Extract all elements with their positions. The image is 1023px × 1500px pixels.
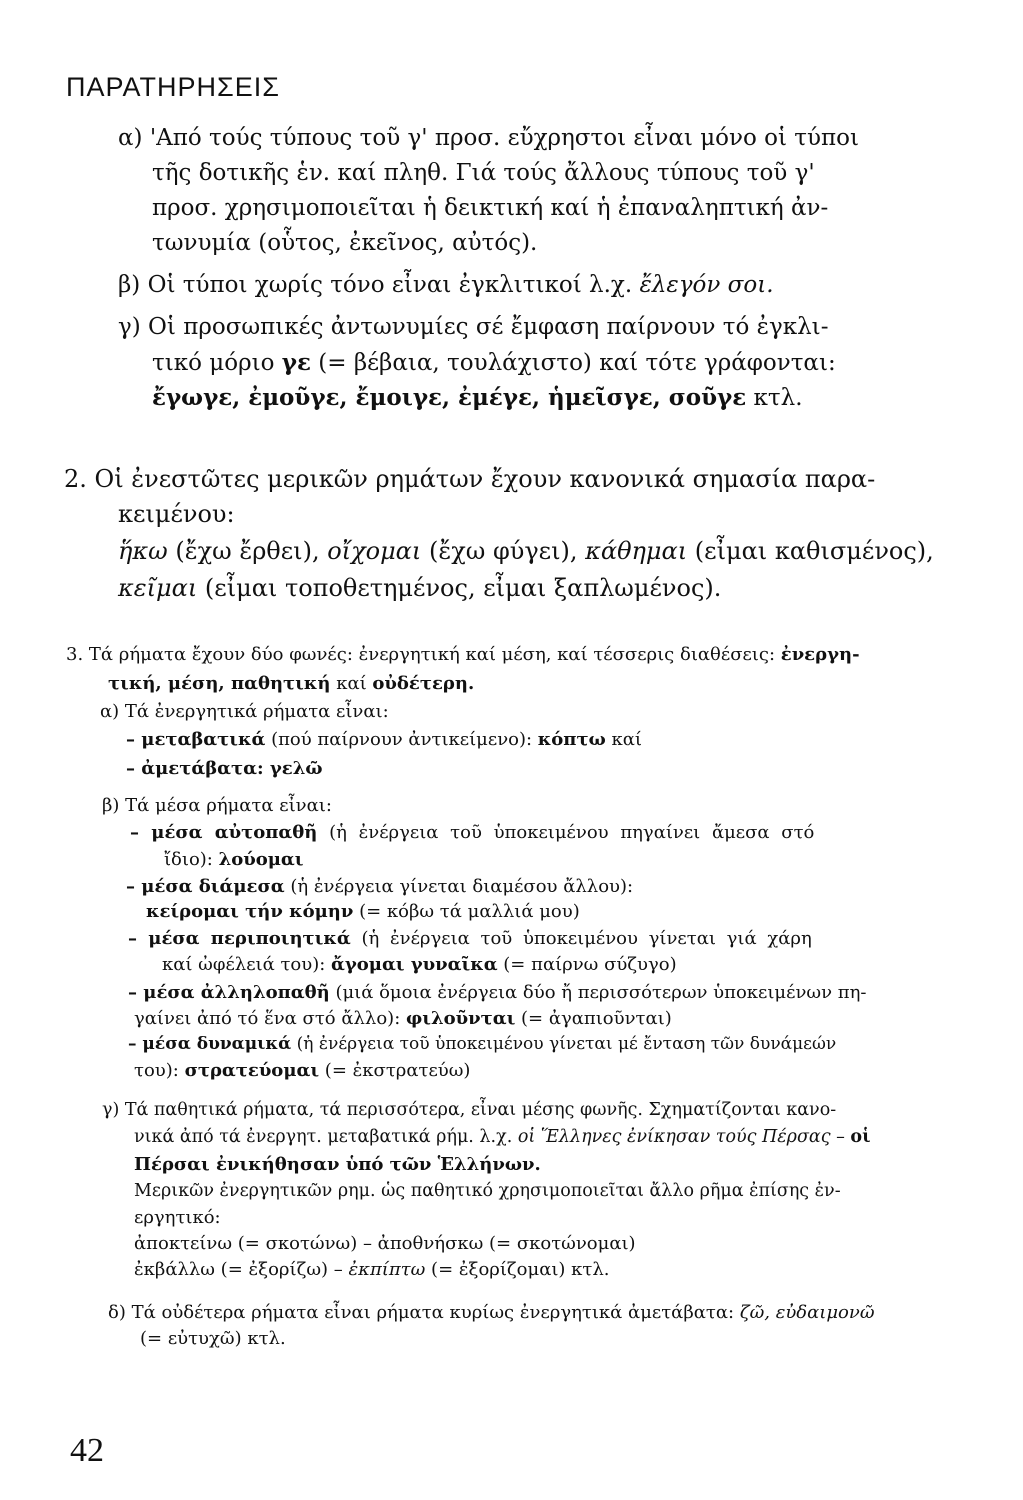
s3c-line3: [134, 1154, 541, 1175]
s3c-line4: Μερικῶν ἐνεργητικῶν ρημ. ὡς παθητικό χρησιμοποιεῖται ἄλλο ρῆμα ἐπίσης ἐν-: [134, 1181, 841, 1201]
s1c-line2-bold: γε: [281, 349, 311, 376]
s2-ex4: κεῖμαι: [118, 574, 198, 602]
s3b-i1-txt2: ἴδιο):: [164, 849, 213, 870]
s3a-item1-end: καί: [611, 729, 642, 750]
s2-ex3: κάθημαι: [585, 537, 688, 565]
s3a-item1-bold: – μεταβατικά: [126, 729, 266, 750]
s3b-i5-line1: [128, 1034, 836, 1054]
s2-ex1-txt: (ἔχω ἔρθει),: [175, 537, 320, 565]
s3c-line7: [134, 1259, 610, 1280]
s1c-line3-bold: ἔγωγε, ἐμοῦγε, ἔμοιγε, ἐμέγε, ἡμεῖσγε, σοῦγε: [152, 384, 747, 411]
s3c-line1: [102, 1100, 836, 1120]
s3c-line2-it: οἱ Ἕλληνες ἐνίκησαν τούς Πέρσας: [517, 1127, 831, 1147]
s2-text1: Οἱ ἐνεστῶτες μερικῶν ρημάτων ἔχουν κανονικά σημασία παρα-: [94, 465, 876, 493]
s3-number: 3.: [66, 644, 84, 665]
s2-line4: [118, 574, 721, 602]
s3d-marker: δ): [108, 1302, 126, 1323]
s3c-line2-dash: –: [836, 1127, 845, 1147]
s1c-line2: [152, 349, 836, 376]
s3b-i4-txt: (μιά ὅμοια ἐνέργεια δύο ἤ περισσότερων ὑποκειμένων πη-: [335, 982, 867, 1003]
s1c-line2-post: (= βέβαια, τουλάχιστο) καί τότε γράφονται:: [318, 350, 836, 376]
s3b-i4-line1: [128, 982, 866, 1003]
s3b-i2-bold: – μέσα διάμεσα: [126, 876, 285, 897]
s3-line1: [66, 644, 860, 665]
s1a-line1: [118, 125, 859, 151]
s2-ex2: οἴχομαι: [327, 537, 422, 565]
s3b-i1-bold: – μέσα αὐτοπαθῆ: [130, 822, 318, 843]
s3b-i5-txt: (ἡ ἐνέργεια τοῦ ὑποκειμένου γίνεται μέ ἔνταση τῶν δυνάμεών: [296, 1034, 837, 1054]
s3c-line7-it: ἐκπίπτω: [348, 1259, 426, 1280]
s3b-i2-line2: [146, 901, 580, 922]
s3a-item2: [126, 758, 322, 779]
s3d-line1: [108, 1302, 875, 1323]
s3b-i3-bold: – μέσα περιποιητικά: [128, 928, 351, 949]
s1c-line1: [118, 314, 828, 340]
s1a-text1: 'Από τούς τύπους τοῦ γ' προσ. εὔχρηστοι εἶναι μόνο οἱ τύποι: [149, 125, 859, 151]
s3a-item1-txt: (πού παίρνουν ἀντικείμενο):: [271, 729, 533, 750]
s3-line2-mid: καί: [336, 673, 367, 694]
s3b-i3-txt2: καί ὠφέλειά του):: [162, 954, 326, 975]
s3b-i5-txt2: του):: [134, 1060, 179, 1081]
s3b-i2-line1: [126, 876, 633, 897]
s2-ex3-txt: (εἶμαι καθισμένος),: [694, 537, 934, 565]
s2-ex1: ἥκω: [118, 537, 168, 565]
s3-line2-bold2: οὐδέτερη.: [372, 673, 475, 694]
s2-ex2-txt: (ἔχω φύγει),: [428, 537, 578, 565]
s3c-line6: ἀποκτείνω (= σκοτώνω) – ἀποθνήσκω (= σκοτώνομαι): [134, 1233, 636, 1254]
s3-line2: [108, 673, 474, 694]
s3b-i2-ex: κείρομαι τήν κόμην: [146, 901, 354, 922]
s3c-marker: γ): [102, 1100, 120, 1120]
s1a-marker: α): [118, 125, 143, 151]
s3b-marker: β): [102, 795, 120, 816]
s3a-intro: [100, 701, 389, 722]
s3b-i3-line1: [128, 928, 812, 949]
s3b-i1-line1: [130, 822, 814, 843]
s3c-text1: Τά παθητικά ρήματα, τά περισσότερα, εἶναι μέσης φωνῆς. Σχηματίζονται κανο-: [124, 1100, 837, 1120]
s3a-item2-bold: – ἀμετάβατα: γελῶ: [126, 758, 323, 779]
s3b-i5-ex: στρατεύομαι: [184, 1060, 320, 1081]
s3d-line1-it: ζῶ, εὐδαιμονῶ: [739, 1302, 875, 1323]
s3-line2-bold: τική, μέση, παθητική: [108, 673, 331, 694]
s3b-i4-line2: [134, 1008, 672, 1029]
s2-number: 2.: [64, 465, 87, 493]
page-number: 42: [70, 1432, 104, 1469]
s1a-line2: τῆς δοτικῆς ἑν. καί πληθ. Γιά τούς ἄλλους τύπους τοῦ γ': [152, 160, 815, 186]
s3b-i1-txt: (ἡ ἐνέργεια τοῦ ὑποκειμένου πηγαίνει ἄμεσα στό: [329, 822, 815, 843]
s3b-i4-bold: – μέσα ἀλληλοπαθῆ: [128, 982, 330, 1003]
s3b-i3-ex: ἄγομαι γυναῖκα: [331, 954, 498, 975]
s3b-i5-bold: – μέσα δυναμικά: [128, 1034, 292, 1054]
s1b-example: ἔλεγόν σοι.: [639, 272, 774, 298]
s3b-i3-line2: [162, 954, 677, 975]
s1c-line2-pre: τικό μόριο: [152, 350, 275, 376]
s3c-line3-bold: Πέρσαι ἐνικήθησαν ὑπό τῶν Ἑλλήνων.: [134, 1154, 541, 1175]
s3a-item1-ex: κόπτω: [537, 729, 606, 750]
s2-ex4-txt: (εἶμαι τοποθετημένος, εἶμαι ξαπλωμένος).: [204, 574, 722, 602]
s2-line3: [118, 537, 934, 565]
s3b-i5-line2: [134, 1060, 470, 1081]
s1c-marker: γ): [118, 314, 141, 340]
page-heading: ΠΑΡΑΤΗΡΗΣΕΙΣ: [66, 72, 280, 102]
s3-line1-bold: ἐνεργη-: [780, 644, 860, 665]
s1b-text: Οἱ τύποι χωρίς τόνο εἶναι ἐγκλιτικοί λ.χ.: [147, 272, 633, 298]
s1a-line4: τωνυμία (οὗτος, ἐκεῖνος, αὐτός).: [152, 230, 538, 256]
s1b-marker: β): [118, 272, 141, 298]
s1c-line3-post: κτλ.: [753, 385, 803, 411]
s1c-text1: Οἱ προσωπικές ἀντωνυμίες σέ ἔμφαση παίρνουν τό ἐγκλι-: [148, 314, 829, 340]
s3c-line2-pre: νικά ἀπό τά ἐνεργητ. μεταβατικά ρήμ. λ.χ.: [134, 1127, 513, 1147]
s3b-i5-txt3: (= ἐκστρατεύω): [324, 1060, 471, 1081]
s2-line1: [64, 465, 875, 493]
s3a-intro-text: Τά ἐνεργητικά ρήματα εἶναι:: [124, 701, 389, 722]
s3d-line1-pre: Τά οὐδέτερα ρήματα εἶναι ρήματα κυρίως ἐνεργητικά ἀμετάβατα:: [131, 1302, 735, 1323]
s1b-line: [118, 272, 774, 298]
s3a-marker: α): [100, 701, 120, 722]
s1a-line3: προσ. χρησιμοποιεῖται ἡ δεικτική καί ἡ ἐπαναληπτική ἀν-: [152, 195, 829, 221]
s3b-i2-txt2: (= κόβω τά μαλλιά μου): [359, 901, 580, 922]
s3c-line2: [134, 1127, 871, 1147]
s3b-i1-ex: λούομαι: [218, 849, 304, 870]
s3a-item1: [126, 729, 642, 750]
s3c-line7-pre: ἐκβάλλω (= ἐξορίζω) –: [134, 1259, 343, 1280]
s3b-intro-text: Τά μέσα ρήματα εἶναι:: [125, 795, 332, 816]
s3b-intro: [102, 795, 332, 816]
s1c-line3: [152, 384, 803, 411]
s3b-i4-txt2: γαίνει ἀπό τό ἕνα στό ἄλλο):: [134, 1008, 401, 1029]
s2-line2: κειμένου:: [118, 500, 235, 528]
s3c-line5: εργητικό:: [134, 1207, 221, 1228]
s3-line1-pre: Τά ρήματα ἔχουν δύο φωνές: ἐνεργητική καί μέση, καί τέσσερις διαθέσεις:: [88, 644, 776, 665]
s3b-i3-txt: (ἡ ἐνέργεια τοῦ ὑποκειμένου γίνεται γιά χάρη: [361, 928, 812, 949]
s3d-line2: (= εὐτυχῶ) κτλ.: [140, 1328, 286, 1349]
s3b-i3-txt3: (= παίρνω σύζυγο): [503, 954, 677, 975]
s3c-line7-post: (= ἐξορίζομαι) κτλ.: [431, 1259, 610, 1280]
s3b-i4-txt3: (= ἀγαπιοῦνται): [521, 1008, 672, 1029]
s3b-i2-txt: (ἡ ἐνέργεια γίνεται διαμέσου ἄλλου):: [290, 876, 634, 897]
s3c-line2-bold: οἱ: [850, 1127, 871, 1147]
s3b-i1-line2: [164, 849, 303, 870]
s3b-i4-ex: φιλοῦνται: [406, 1008, 516, 1029]
